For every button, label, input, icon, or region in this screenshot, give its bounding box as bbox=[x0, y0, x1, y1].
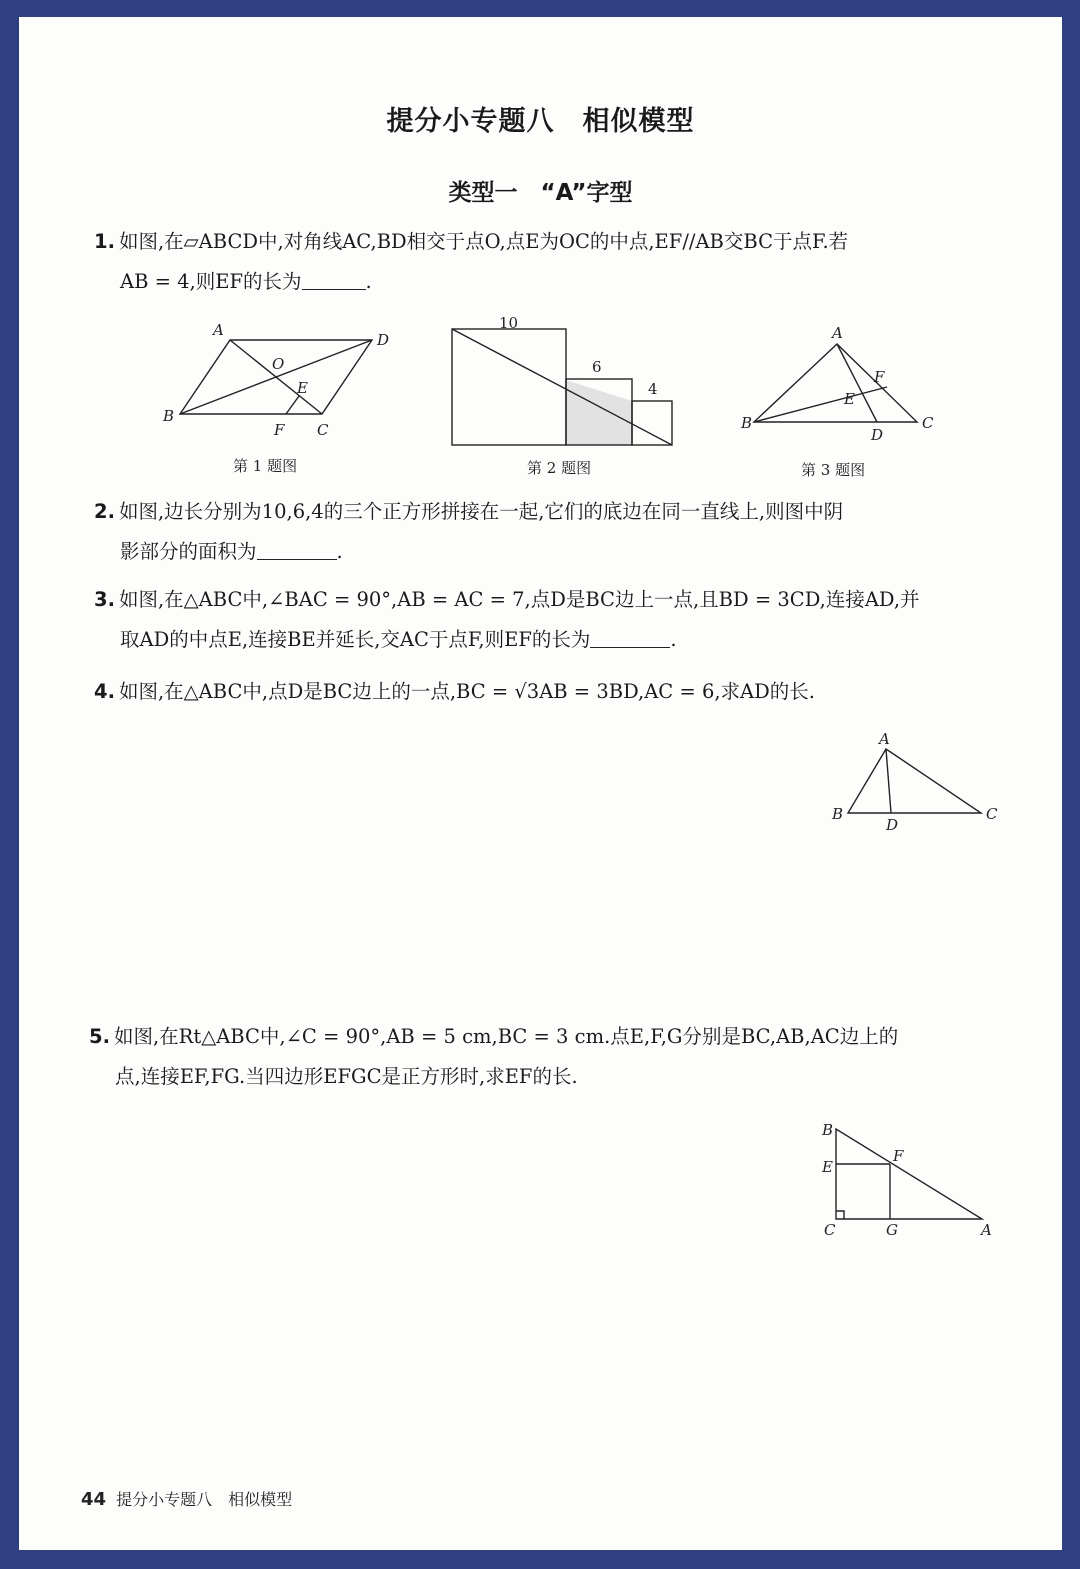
question-text: . bbox=[365, 270, 372, 293]
question-text: 如图,边长分别为10,6,4的三个正方形拼接在一起,它们的底边在同一直线上,则图中阴 bbox=[118, 500, 844, 523]
label-b: B bbox=[741, 414, 753, 432]
question-text: AB = 4,则EF的长为 bbox=[120, 270, 302, 293]
question-text: . bbox=[336, 540, 343, 563]
diagonal-line bbox=[452, 329, 672, 445]
label-c: C bbox=[317, 421, 329, 439]
question-text: 如图,在Rt△ABC中,∠C = 90°,AB = 5 cm,BC = 3 cm.点E,F,G分别是BC,AB,AC边上的 bbox=[113, 1025, 899, 1048]
shaded-region bbox=[566, 380, 632, 445]
figure-1-caption: 第 1 题图 bbox=[233, 457, 298, 475]
label-b: B bbox=[822, 1121, 834, 1139]
footer-text: 提分小专题八 相似模型 bbox=[116, 1490, 293, 1509]
question-number: 3. bbox=[94, 588, 115, 611]
label-a: A bbox=[879, 730, 890, 748]
page-footer bbox=[81, 1487, 292, 1510]
question-text: 如图,在△ABC中,点D是BC边上的一点,BC = √3AB = 3BD,AC = 6,求AD的长. bbox=[118, 680, 815, 703]
question-number: 1. bbox=[94, 230, 115, 253]
label-d: D bbox=[377, 331, 390, 349]
right-angle-mark bbox=[836, 1211, 844, 1219]
triangle-abc bbox=[848, 749, 981, 813]
question-3 bbox=[94, 580, 1024, 660]
figure-3-caption: 第 3 题图 bbox=[801, 461, 866, 479]
label-b: B bbox=[832, 805, 844, 823]
label-e: E bbox=[844, 390, 855, 408]
label-10: 10 bbox=[499, 314, 519, 332]
figure-2 bbox=[449, 314, 689, 471]
question-text: 影部分的面积为 bbox=[120, 540, 257, 563]
page bbox=[19, 17, 1062, 1550]
question-number: 4. bbox=[94, 680, 115, 703]
answer-blank[interactable] bbox=[257, 541, 337, 560]
square-4 bbox=[632, 401, 672, 445]
question-2 bbox=[94, 492, 1024, 572]
label-a: A bbox=[213, 321, 224, 339]
question-text: . bbox=[670, 628, 677, 651]
label-d: D bbox=[871, 426, 884, 444]
segment-ad bbox=[886, 749, 891, 813]
label-b: B bbox=[163, 407, 175, 425]
answer-blank[interactable] bbox=[590, 629, 670, 648]
label-c: C bbox=[824, 1221, 836, 1239]
triangle-abc bbox=[754, 344, 917, 422]
label-e: E bbox=[822, 1158, 833, 1176]
label-o: O bbox=[272, 355, 285, 373]
label-e: E bbox=[297, 379, 308, 397]
question-4 bbox=[94, 672, 1024, 712]
label-6: 6 bbox=[592, 358, 602, 376]
figure-1 bbox=[149, 317, 409, 461]
triangle-abc bbox=[836, 1129, 982, 1219]
label-a: A bbox=[981, 1221, 992, 1239]
label-a: A bbox=[832, 324, 843, 342]
question-number: 5. bbox=[89, 1025, 110, 1048]
label-c: C bbox=[922, 414, 934, 432]
question-5 bbox=[89, 1017, 1019, 1097]
label-f: F bbox=[874, 368, 885, 386]
answer-blank[interactable] bbox=[302, 271, 366, 290]
label-f: F bbox=[274, 421, 285, 439]
segment-ef bbox=[286, 396, 299, 414]
page-number: 44 bbox=[81, 1489, 107, 1510]
label-4: 4 bbox=[648, 380, 658, 398]
figure-4 bbox=[829, 729, 1019, 843]
question-text: 取AD的中点E,连接BE并延长,交AC于点F,则EF的长为 bbox=[120, 628, 591, 651]
label-d: D bbox=[886, 816, 899, 834]
label-g: G bbox=[886, 1221, 898, 1239]
diagonal-bd bbox=[180, 340, 372, 414]
page-title: 提分小专题八 相似模型 bbox=[386, 106, 695, 137]
segment-ad bbox=[837, 344, 877, 422]
figure-2-caption: 第 2 题图 bbox=[527, 459, 592, 477]
section-heading: 类型一 “A”字型 bbox=[448, 180, 633, 206]
square-10 bbox=[452, 329, 566, 445]
figure-5 bbox=[814, 1117, 1014, 1251]
question-number: 2. bbox=[94, 500, 115, 523]
question-text: 点,连接EF,FG.当四边形EFGC是正方形时,求EF的长. bbox=[115, 1065, 578, 1088]
question-1 bbox=[94, 222, 1024, 302]
figure-3 bbox=[734, 322, 954, 466]
question-text: 如图,在▱ABCD中,对角线AC,BD相交于点O,点E为OC的中点,EF//AB交BC于点F.若 bbox=[118, 230, 849, 253]
label-c: C bbox=[986, 805, 998, 823]
question-text: 如图,在△ABC中,∠BAC = 90°,AB = AC = 7,点D是BC边上一点,且BD = 3CD,连接AD,并 bbox=[118, 588, 920, 611]
segment-bf bbox=[754, 387, 887, 422]
label-f: F bbox=[893, 1147, 904, 1165]
